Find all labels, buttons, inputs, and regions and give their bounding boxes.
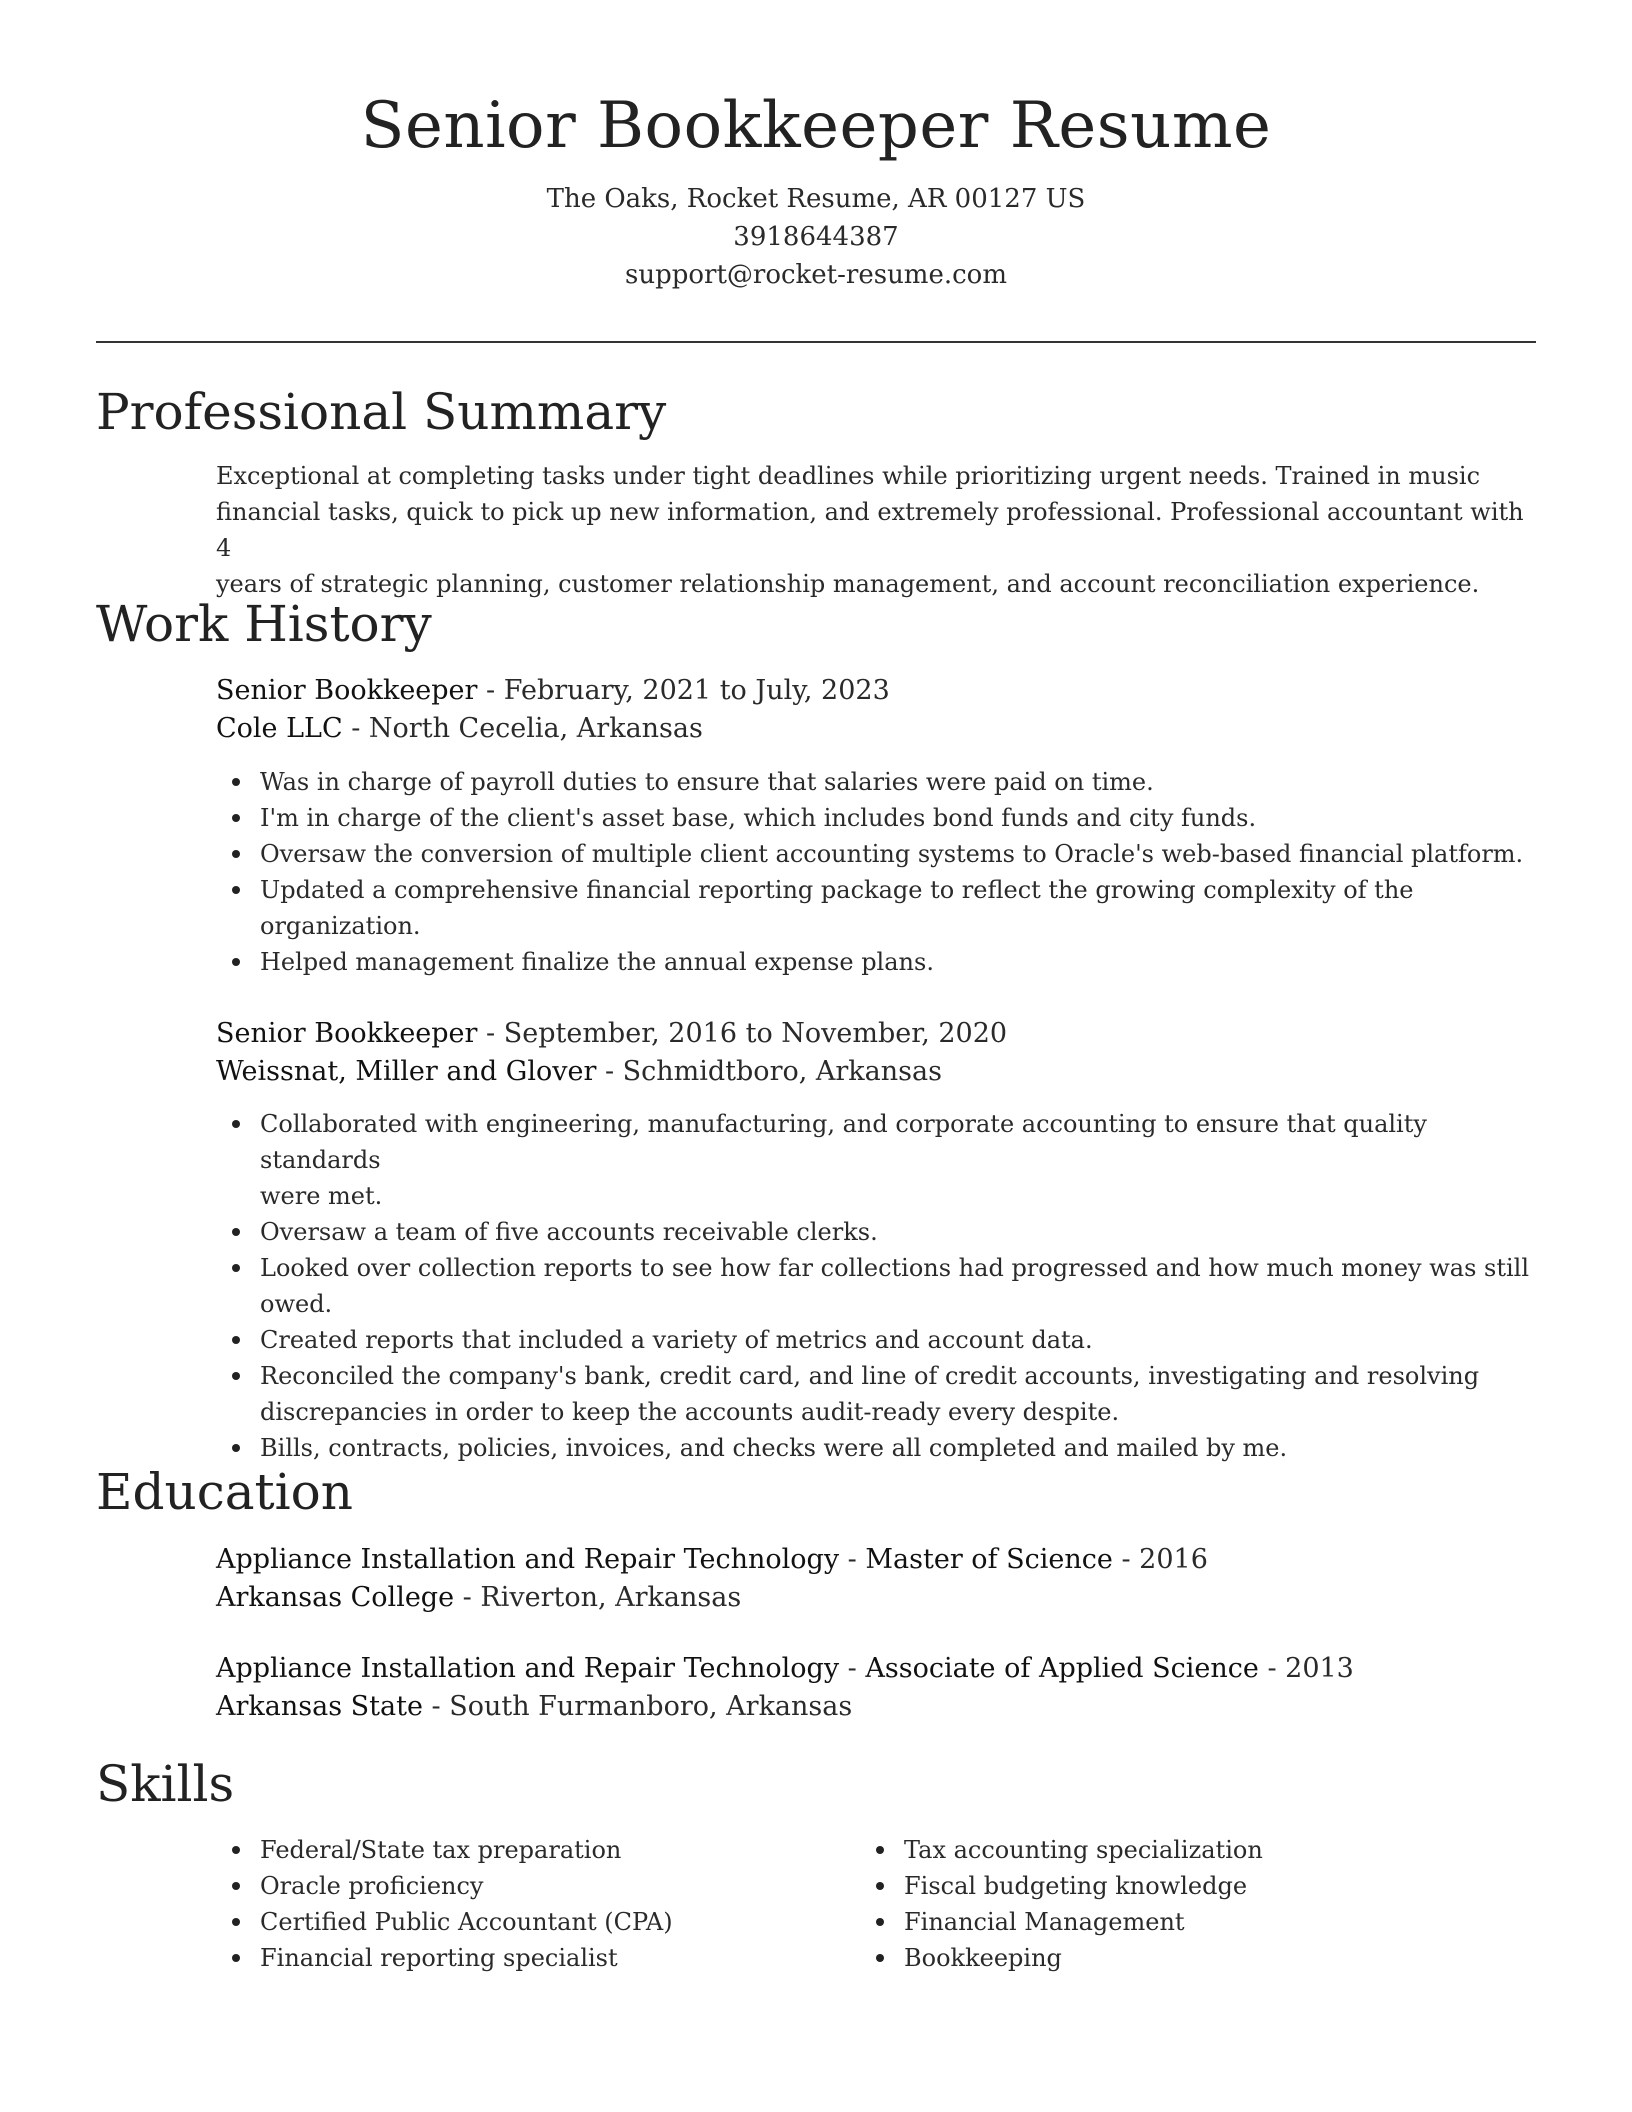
list-item <box>860 1868 1480 1904</box>
education-program: Appliance Installation and Repair Technology <box>216 1653 840 1684</box>
skill-text: Financial reporting specialist <box>260 1944 618 1972</box>
skill-text: Federal/State tax preparation <box>260 1836 622 1864</box>
bullet-text: organization. <box>260 912 421 940</box>
skills-list-right <box>860 1832 1480 1976</box>
list-item <box>860 1904 1480 1940</box>
list-item <box>216 1430 1536 1466</box>
list-item <box>216 1106 1536 1214</box>
job-location: - North Cecelia, Arkansas <box>342 713 703 744</box>
bullet-icon <box>232 1846 240 1854</box>
summary-line: years of strategic planning, customer relationship management, and account reconciliation experience. <box>216 570 1480 598</box>
job-dates: - February, 2021 to July, 2023 <box>477 675 890 706</box>
bullet-icon <box>232 1918 240 1926</box>
bullet-icon <box>232 958 240 966</box>
bullet-icon <box>232 1120 240 1128</box>
resume-header <box>96 84 1536 294</box>
education-location: - Riverton, Arkansas <box>454 1582 742 1613</box>
bullet-icon <box>232 886 240 894</box>
list-item <box>216 836 1536 872</box>
job-bullets <box>216 764 1536 980</box>
section-heading-work-history: Work History <box>96 595 432 653</box>
job-company-line <box>216 1053 1536 1091</box>
job-dates: - September, 2016 to November, 2020 <box>477 1018 1008 1049</box>
bullet-text: Reconciled the company's bank, credit card, and line of credit accounts, investigating and resolving <box>260 1362 1480 1390</box>
job-title-line <box>216 672 1536 710</box>
skill-text: Financial Management <box>904 1908 1185 1936</box>
list-item <box>216 1832 836 1868</box>
bullet-text: Helped management finalize the annual expense plans. <box>260 948 934 976</box>
list-item <box>216 1904 836 1940</box>
list-item <box>216 800 1536 836</box>
list-item <box>860 1940 1480 1976</box>
education-degree: Associate of Applied Science <box>865 1653 1259 1684</box>
list-item <box>216 764 1536 800</box>
bullet-text: Created reports that included a variety of metrics and account data. <box>260 1326 1093 1354</box>
job-entry <box>216 1015 1536 1091</box>
bullet-icon <box>232 1444 240 1452</box>
bullet-text: Was in charge of payroll duties to ensure that salaries were paid on time. <box>260 768 1154 796</box>
contact-email: support@rocket-resume.com <box>624 260 1007 290</box>
bullet-icon <box>232 1228 240 1236</box>
summary-line: financial tasks, quick to pick up new information, and extremely professional. Professional accountant with 4 <box>216 498 1524 562</box>
job-company: Weissnat, Miller and Glover <box>216 1056 597 1087</box>
education-entry <box>216 1541 1536 1617</box>
skill-text: Bookkeeping <box>904 1944 1062 1972</box>
education-degree-line <box>216 1541 1536 1579</box>
bullet-icon <box>232 1372 240 1380</box>
bullet-icon <box>876 1954 884 1962</box>
job-company-line <box>216 710 1536 748</box>
summary-block <box>216 458 1536 602</box>
bullet-text: were met. <box>260 1182 383 1210</box>
bullet-icon <box>232 850 240 858</box>
education-school: Arkansas State <box>216 1691 423 1722</box>
list-item <box>216 1214 1536 1250</box>
education-program: Appliance Installation and Repair Technology <box>216 1544 840 1575</box>
list-item <box>860 1832 1480 1868</box>
education-degree: Master of Science <box>865 1544 1113 1575</box>
job-company: Cole LLC <box>216 713 343 744</box>
bullet-text: Oversaw a team of five accounts receivable clerks. <box>260 1218 878 1246</box>
contact-phone: 3918644387 <box>733 222 899 252</box>
list-item <box>216 944 1536 980</box>
education-school-line <box>216 1688 1536 1726</box>
contact-address: The Oaks, Rocket Resume, AR 00127 US <box>546 184 1086 214</box>
bullet-text: Oversaw the conversion of multiple client accounting systems to Oracle's web-based financial platform. <box>260 840 1524 868</box>
separator: - <box>839 1544 866 1575</box>
bullet-text: discrepancies in order to keep the accounts audit-ready every despite. <box>260 1398 1120 1426</box>
education-degree-line <box>216 1650 1536 1688</box>
skill-text: Certified Public Accountant (CPA) <box>260 1908 673 1936</box>
page-title: Senior Bookkeeper Resume <box>360 89 1272 163</box>
job-title-line <box>216 1015 1536 1053</box>
job-entry <box>216 672 1536 748</box>
job-bullets <box>216 1106 1536 1466</box>
education-year: - 2016 <box>1112 1544 1208 1575</box>
bullet-text: Looked over collection reports to see how far collections had progressed and how much money was still <box>260 1254 1530 1282</box>
skill-text: Oracle proficiency <box>260 1872 484 1900</box>
education-location: - South Furmanboro, Arkansas <box>422 1691 853 1722</box>
bullet-icon <box>232 1336 240 1344</box>
bullet-text: Collaborated with engineering, manufacturing, and corporate accounting to ensure that quality standards <box>260 1110 1427 1174</box>
education-school-line <box>216 1579 1536 1617</box>
job-title: Senior Bookkeeper <box>216 675 478 706</box>
bullet-icon <box>232 814 240 822</box>
separator: - <box>839 1653 866 1684</box>
job-location: - Schmidtboro, Arkansas <box>596 1056 942 1087</box>
list-item <box>216 1250 1536 1322</box>
header-divider <box>96 341 1536 343</box>
bullet-text: Bills, contracts, policies, invoices, and checks were all completed and mailed by me. <box>260 1434 1288 1462</box>
skills-list-left <box>216 1832 836 1976</box>
section-heading-summary: Professional Summary <box>96 383 667 441</box>
bullet-text: Updated a comprehensive financial reporting package to reflect the growing complexity of the <box>260 876 1414 904</box>
bullet-icon <box>232 1882 240 1890</box>
list-item <box>216 1940 836 1976</box>
bullet-icon <box>876 1846 884 1854</box>
list-item <box>216 1358 1536 1430</box>
education-entry <box>216 1650 1536 1726</box>
list-item <box>216 1868 836 1904</box>
bullet-icon <box>232 1264 240 1272</box>
bullet-text: I'm in charge of the client's asset base, which includes bond funds and city funds. <box>260 804 1257 832</box>
education-year: - 2013 <box>1258 1653 1354 1684</box>
education-school: Arkansas College <box>216 1582 455 1613</box>
section-heading-skills: Skills <box>96 1755 235 1813</box>
job-title: Senior Bookkeeper <box>216 1018 478 1049</box>
bullet-text: owed. <box>260 1290 333 1318</box>
bullet-icon <box>876 1882 884 1890</box>
list-item <box>216 872 1536 944</box>
bullet-icon <box>876 1918 884 1926</box>
bullet-icon <box>232 778 240 786</box>
bullet-icon <box>232 1954 240 1962</box>
section-heading-education: Education <box>96 1463 353 1521</box>
list-item <box>216 1322 1536 1358</box>
skill-text: Tax accounting specialization <box>904 1836 1263 1864</box>
skill-text: Fiscal budgeting knowledge <box>904 1872 1248 1900</box>
summary-line: Exceptional at completing tasks under tight deadlines while prioritizing urgent needs. Trained in music <box>216 462 1481 490</box>
